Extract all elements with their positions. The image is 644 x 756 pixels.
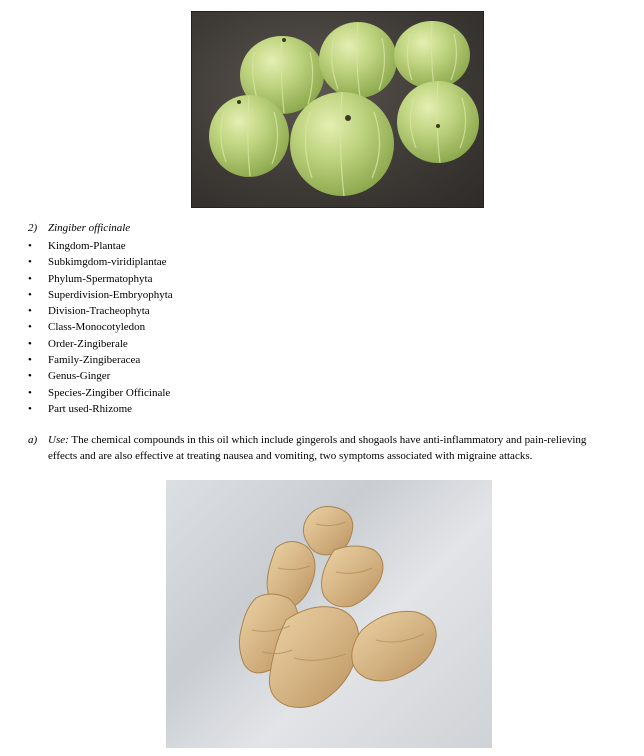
bullet-icon: •	[28, 305, 32, 318]
bullet-icon: •	[28, 288, 32, 301]
use-text-line2: effects and are also effective at treating nausea and vomiting, two symptoms associated with migraine attacks.	[48, 450, 533, 462]
ginger-image	[166, 480, 492, 748]
use-marker: a)	[28, 434, 38, 446]
gooseberries-image	[191, 11, 484, 208]
bullet-icon: •	[28, 256, 32, 269]
use-label: Use:	[48, 434, 69, 446]
bullet-icon: •	[28, 240, 32, 252]
berry-6	[397, 81, 479, 163]
list-item: • Division-Tracheophyta	[28, 303, 173, 319]
list-item: • Genus-Ginger	[28, 368, 173, 384]
bullet-icon: •	[28, 272, 32, 285]
berry-4	[209, 95, 289, 177]
ginger-shape	[239, 507, 436, 708]
list-item: • Superdivision-Embryophyta	[28, 287, 173, 303]
section-number: 2)	[28, 222, 38, 234]
use-text-line1: The chemical compounds in this oil which include gingerols and shogaols have anti-inflammatory and pain-relieving	[71, 434, 587, 446]
list-item: • Family-Zingiberacea	[28, 352, 173, 368]
list-item: • Species-Zingiber Officinale	[28, 385, 173, 401]
berry-5	[290, 92, 394, 196]
species-heading	[28, 222, 130, 234]
bullet-icon: •	[28, 386, 32, 399]
berry-2	[319, 22, 397, 98]
use-paragraph	[28, 432, 628, 464]
list-item: • Part used-Rhizome	[28, 401, 173, 417]
bullet-icon: •	[28, 402, 32, 415]
bullet-icon: •	[28, 370, 32, 383]
berry-3	[394, 21, 470, 89]
bullet-icon: •	[28, 321, 32, 334]
bullet-icon: •	[28, 337, 32, 350]
ginger-illustration	[166, 480, 492, 748]
list-item: • Phylum-Spermatophyta	[28, 271, 173, 287]
species-title: Zingiber officinale	[48, 222, 131, 234]
taxonomy-list	[28, 238, 173, 417]
list-item: • Kingdom-Plantae	[28, 238, 173, 254]
list-item: • Class-Monocotyledon	[28, 319, 173, 335]
list-item: • Order-Zingiberale	[28, 336, 173, 352]
list-item: • Subkimgdom-viridiplantae	[28, 254, 173, 270]
gooseberries-illustration	[192, 12, 483, 207]
bullet-icon: •	[28, 354, 32, 367]
